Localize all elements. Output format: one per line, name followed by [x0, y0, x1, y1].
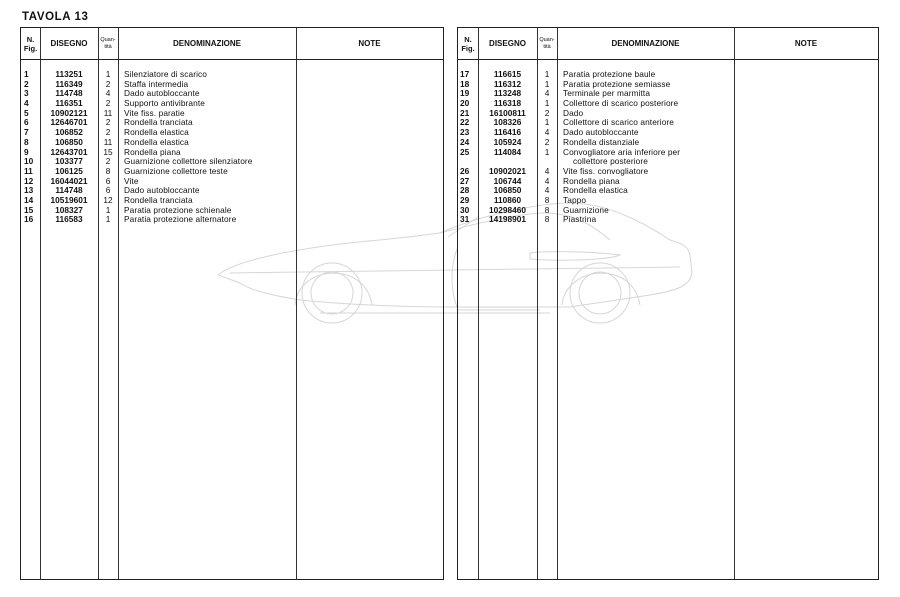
header-nfig: [458, 28, 478, 59]
quantity: 15: [103, 146, 113, 157]
drawing-number: 106125: [55, 165, 83, 176]
drawing-number: 116318: [493, 98, 522, 109]
quantity: 2: [105, 98, 111, 109]
quantity: 2: [544, 136, 550, 147]
header-quantita-line2: tità: [104, 43, 112, 50]
drawing-number: 10519601: [50, 194, 88, 205]
quantity: 1: [105, 214, 111, 225]
fig-number: 18: [460, 78, 470, 89]
table-row: [21, 215, 443, 225]
fig-number: 21: [460, 107, 470, 118]
drawing-number: 114084: [493, 146, 522, 157]
quantity: 11: [103, 136, 113, 147]
table-row: [458, 215, 878, 225]
drawing-number: 106744: [493, 175, 522, 186]
drawing-number: 114748: [55, 185, 83, 196]
fig-number: 29: [460, 194, 470, 205]
header-divider: [21, 59, 443, 60]
fig-number: 6: [24, 117, 29, 128]
drawing-number: 16100811: [489, 107, 526, 118]
quantity: 4: [544, 165, 550, 176]
fig-number: 9: [24, 146, 29, 157]
parts-table-right: [457, 27, 879, 580]
header-quantita-line1: Quan-: [100, 37, 116, 43]
table-row: [458, 80, 878, 90]
table-row: [458, 177, 878, 187]
drawing-number: 16044021: [50, 175, 88, 186]
table-row: [21, 118, 443, 128]
drawing-number: 12643701: [50, 146, 88, 157]
quantity: 2: [544, 107, 550, 118]
description-text: Paratia protezione baule: [563, 69, 656, 79]
description-text: Rondella piana: [563, 175, 620, 186]
header-nfig-line2: Fig.: [461, 43, 475, 53]
quantity: 8: [105, 165, 111, 176]
drawing-number: 12646701: [50, 117, 88, 128]
description-continuation: collettore posteriore: [573, 156, 648, 167]
description-text: Collettore di scarico anteriore: [563, 117, 675, 128]
description-text: Vite: [124, 175, 139, 186]
drawing-number: 106850: [493, 185, 522, 196]
header-disegno: DISEGNO: [489, 39, 526, 48]
quantity: 11: [103, 107, 113, 118]
header-nfig: [21, 28, 40, 59]
drawing-number: 14198901: [489, 214, 526, 225]
fig-number: 10: [24, 156, 34, 167]
description-text: Rondella elastica: [124, 127, 189, 138]
fig-number: 25: [460, 146, 470, 157]
fig-number: 4: [24, 98, 29, 109]
fig-number: 15: [24, 204, 34, 215]
fig-number: 28: [460, 185, 470, 196]
header-divider: [458, 59, 878, 60]
fig-number: 31: [460, 214, 470, 225]
description-text: Dado autobloccante: [124, 185, 200, 196]
description-text: Convogliatore aria inferiore per: [563, 146, 681, 157]
quantity: 4: [544, 127, 550, 138]
description-text: Rondella tranciata: [124, 194, 193, 205]
header-note: NOTE: [358, 39, 381, 48]
fig-number: 7: [24, 127, 29, 138]
header-disegno: DISEGNO: [50, 39, 88, 48]
fig-number: 27: [460, 175, 470, 186]
table-row: [21, 70, 443, 80]
quantity: 2: [105, 117, 111, 128]
page-title: TAVOLA 13: [22, 11, 89, 23]
header-denominazione: DENOMINAZIONE: [611, 39, 680, 48]
quantity: 1: [544, 78, 550, 89]
drawing-number: 10298460: [489, 204, 526, 215]
drawing-number: 116351: [55, 98, 83, 109]
drawing-number: 116349: [55, 78, 83, 89]
drawing-number: 10902021: [489, 165, 526, 176]
header-note: NOTE: [794, 39, 818, 48]
header-denominazione: DENOMINAZIONE: [173, 39, 241, 48]
header-nfig-line1: N.: [26, 34, 35, 44]
description-text: Supporto antivibrante: [124, 98, 205, 109]
table-row: [458, 148, 878, 167]
quantity: 2: [105, 127, 111, 138]
fig-number: 3: [24, 88, 29, 99]
description-text: Vite fiss. convogliatore: [563, 165, 649, 176]
description-text: Piastrina: [563, 214, 597, 225]
fig-number: 22: [460, 117, 470, 128]
drawing-number: 10902121: [50, 107, 88, 118]
quantity: 2: [105, 78, 111, 89]
quantity: 4: [544, 185, 550, 196]
drawing-number: 108327: [55, 204, 83, 215]
fig-number: 1: [24, 69, 29, 79]
quantity: 6: [105, 185, 111, 196]
drawing-number: 113251: [55, 69, 83, 79]
quantity: 8: [544, 204, 550, 215]
quantity: 12: [103, 194, 113, 205]
description-text: Guarnizione: [563, 204, 609, 215]
description-text: Dado: [563, 107, 584, 118]
table-row: [21, 80, 443, 90]
table-row: [21, 177, 443, 187]
header-quantita: [537, 28, 557, 59]
description: [124, 215, 236, 225]
description-text: Paratia protezione semiasse: [563, 78, 671, 89]
fig-number: 11: [24, 165, 33, 176]
description-text: Dado autobloccante: [124, 88, 200, 99]
description-text: Rondella distanziale: [563, 136, 640, 147]
fig-number: 24: [460, 136, 470, 147]
quantity: 1: [544, 117, 550, 128]
table-row: [458, 118, 878, 128]
description-text: Collettore di scarico posteriore: [563, 98, 679, 109]
drawing-number: 106850: [55, 136, 83, 147]
drawing-number: 106852: [55, 127, 83, 138]
description-text: Tappo: [563, 194, 587, 205]
description-text: Terminale per marmitta: [563, 88, 651, 99]
table-row: [21, 196, 443, 206]
drawing-number: 116312: [493, 78, 522, 89]
quantity: 4: [544, 175, 550, 186]
description-text: Paratia protezione schienale: [124, 204, 232, 215]
description: [563, 215, 596, 225]
parts-table-left: [20, 27, 444, 580]
description-text: Paratia protezione alternatore: [124, 214, 237, 225]
header-quantita: [98, 28, 118, 59]
fig-number: 5: [24, 107, 29, 118]
drawing-number: 105924: [493, 136, 522, 147]
table-row: [21, 89, 443, 99]
description-text: Guarnizione collettore teste: [124, 165, 228, 176]
quantity: 1: [544, 146, 550, 157]
header-nfig-line1: N.: [464, 34, 472, 44]
quantity: 4: [105, 88, 111, 99]
fig-number: 20: [460, 98, 470, 109]
drawing-number: 110860: [493, 194, 522, 205]
quantity: 1: [544, 69, 550, 79]
quantity: 1: [105, 204, 111, 215]
drawing-number: 103377: [55, 156, 83, 167]
header-quantita-line1: Quan-: [539, 37, 555, 43]
description: [124, 167, 228, 177]
description-text: Rondella piana: [124, 146, 181, 157]
fig-number: 30: [460, 204, 470, 215]
quantity: 1: [105, 69, 111, 79]
table-row: [21, 128, 443, 138]
drawing-number: 116416: [493, 127, 522, 138]
description-text: Dado autobloccante: [563, 127, 639, 138]
description-text: Rondella elastica: [124, 136, 189, 147]
fig-number: 19: [460, 88, 470, 99]
drawing-number: 108326: [493, 117, 522, 128]
quantity: 4: [544, 88, 550, 99]
quantity: 1: [544, 98, 550, 109]
fig-number: 8: [24, 136, 29, 147]
quantity: 8: [544, 214, 550, 225]
table-row: [458, 186, 878, 196]
drawing-number: 114748: [55, 88, 83, 99]
fig-number: 13: [24, 185, 34, 196]
quantity: 2: [105, 156, 111, 167]
table-body-right: [458, 70, 878, 225]
description-text: Silenziatore di scarico: [124, 69, 207, 79]
quantity: 6: [105, 175, 111, 186]
table-row: [21, 157, 443, 167]
description-text: Rondella elastica: [563, 185, 628, 196]
fig-number: 16: [24, 214, 34, 225]
drawing-number: 116615: [493, 69, 522, 79]
description-text: Guarnizione collettore silenziatore: [124, 156, 253, 167]
table-row: [458, 167, 878, 177]
fig-number: 26: [460, 165, 470, 176]
fig-number: 2: [24, 78, 29, 89]
quantity: 8: [544, 194, 550, 205]
fig-number: 17: [460, 69, 470, 79]
drawing-number: 113248: [493, 88, 522, 99]
description-text: Rondella tranciata: [124, 117, 193, 128]
fig-number: 12: [24, 175, 34, 186]
table-row: [458, 128, 878, 138]
table-body-left: [21, 70, 443, 225]
description-text: Staffa intermedia: [124, 78, 189, 89]
description-text: Vite fiss. paratie: [124, 107, 185, 118]
drawing-number: 116583: [55, 214, 83, 225]
fig-number: 14: [24, 194, 34, 205]
header-nfig-line2: Fig.: [23, 43, 38, 53]
fig-number: 23: [460, 127, 470, 138]
header-quantita-line2: tità: [543, 43, 551, 50]
description: [563, 148, 680, 167]
